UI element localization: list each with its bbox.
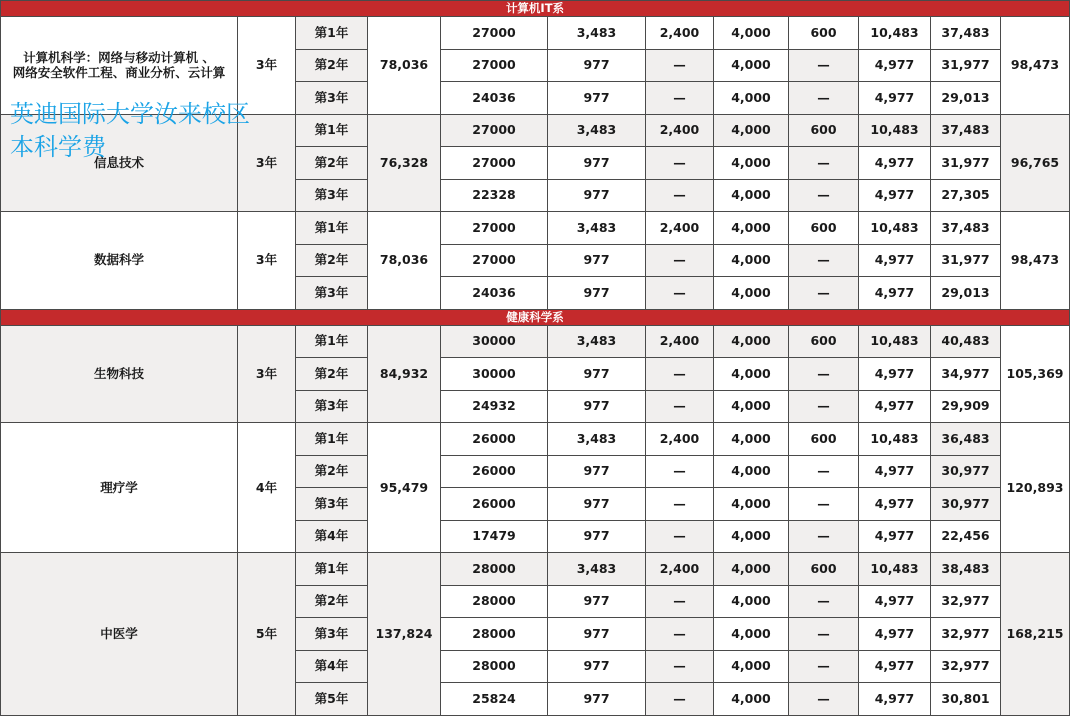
fee-cell: 3,483: [548, 423, 646, 456]
year-cell: 第4年: [296, 520, 368, 553]
duration-cell: 4年: [238, 423, 296, 553]
year-total-cell: 40,483: [931, 325, 1001, 358]
fee-cell: 977: [548, 244, 646, 277]
fee-cell: —: [646, 82, 714, 115]
fee-cell: 4,000: [714, 277, 789, 310]
fee-cell: —: [789, 277, 859, 310]
tuition-cell: 17479: [441, 520, 548, 553]
fee-cell: 3,483: [548, 17, 646, 50]
fee-cell: 4,000: [714, 423, 789, 456]
tuition-cell: 24036: [441, 82, 548, 115]
year-total-cell: 38,483: [931, 553, 1001, 586]
grand-total-cell: 98,473: [1001, 17, 1070, 115]
total-tuition-cell: 137,824: [368, 553, 441, 716]
duration-cell: 5年: [238, 553, 296, 716]
fee-cell: 4,000: [714, 82, 789, 115]
fee-cell: 4,000: [714, 455, 789, 488]
fee-cell: —: [646, 147, 714, 180]
subtotal-cell: 10,483: [859, 114, 931, 147]
tuition-cell: 24932: [441, 390, 548, 423]
fee-cell: 4,000: [714, 212, 789, 245]
fee-cell: —: [789, 618, 859, 651]
tuition-cell: 24036: [441, 277, 548, 310]
year-total-cell: 31,977: [931, 244, 1001, 277]
year-cell: 第2年: [296, 147, 368, 180]
tuition-cell: 27000: [441, 114, 548, 147]
fee-cell: 600: [789, 553, 859, 586]
major-name: 中医学: [1, 553, 238, 716]
tuition-cell: 28000: [441, 553, 548, 586]
fee-cell: 4,000: [714, 147, 789, 180]
subtotal-cell: 10,483: [859, 17, 931, 50]
tuition-cell: 27000: [441, 17, 548, 50]
fee-cell: 977: [548, 82, 646, 115]
total-tuition-cell: 84,932: [368, 325, 441, 423]
watermark-line-2: 本科学费: [10, 133, 106, 161]
year-total-cell: 36,483: [931, 423, 1001, 456]
year-total-cell: 30,977: [931, 488, 1001, 521]
year-cell: 第1年: [296, 212, 368, 245]
tuition-cell: 30000: [441, 358, 548, 391]
grand-total-cell: 120,893: [1001, 423, 1070, 553]
duration-cell: 3年: [238, 212, 296, 310]
subtotal-cell: 10,483: [859, 212, 931, 245]
fee-cell: —: [789, 49, 859, 82]
fee-cell: —: [789, 358, 859, 391]
department-title: 计算机IT系: [1, 1, 1070, 17]
tuition-cell: 26000: [441, 488, 548, 521]
year-total-cell: 22,456: [931, 520, 1001, 553]
fee-cell: 3,483: [548, 114, 646, 147]
subtotal-cell: 4,977: [859, 650, 931, 683]
year-cell: 第4年: [296, 650, 368, 683]
table-row: [1, 553, 1070, 586]
fee-cell: 977: [548, 49, 646, 82]
fee-cell: 4,000: [714, 114, 789, 147]
fee-cell: —: [646, 390, 714, 423]
year-total-cell: 29,013: [931, 82, 1001, 115]
fee-cell: 2,400: [646, 423, 714, 456]
fee-cell: —: [646, 277, 714, 310]
fee-cell: 3,483: [548, 553, 646, 586]
year-total-cell: 30,801: [931, 683, 1001, 716]
fee-cell: 600: [789, 212, 859, 245]
year-total-cell: 27,305: [931, 179, 1001, 212]
fee-cell: 3,483: [548, 325, 646, 358]
subtotal-cell: 4,977: [859, 520, 931, 553]
fee-cell: 977: [548, 488, 646, 521]
fee-cell: —: [646, 683, 714, 716]
watermark-line-1: 英迪国际大学汝来校区: [10, 100, 250, 128]
year-cell: 第1年: [296, 423, 368, 456]
fee-cell: —: [789, 683, 859, 716]
fee-cell: 4,000: [714, 650, 789, 683]
fee-cell: 4,000: [714, 585, 789, 618]
fee-cell: 4,000: [714, 520, 789, 553]
year-cell: 第3年: [296, 488, 368, 521]
fee-cell: 600: [789, 17, 859, 50]
fee-cell: 4,000: [714, 49, 789, 82]
department-row: [1, 309, 1070, 325]
tuition-cell: 25824: [441, 683, 548, 716]
fee-cell: 2,400: [646, 212, 714, 245]
fee-cell: 4,000: [714, 488, 789, 521]
fee-cell: —: [789, 520, 859, 553]
fee-cell: 4,000: [714, 244, 789, 277]
year-cell: 第2年: [296, 455, 368, 488]
tuition-cell: 27000: [441, 244, 548, 277]
total-tuition-cell: 78,036: [368, 212, 441, 310]
fee-cell: —: [789, 179, 859, 212]
year-cell: 第3年: [296, 82, 368, 115]
tuition-cell: 28000: [441, 585, 548, 618]
fee-cell: —: [789, 147, 859, 180]
year-cell: 第1年: [296, 553, 368, 586]
tuition-cell: 26000: [441, 455, 548, 488]
major-name: 信息技术: [1, 114, 238, 212]
fee-cell: 600: [789, 114, 859, 147]
tuition-cell: 22328: [441, 179, 548, 212]
year-total-cell: 37,483: [931, 114, 1001, 147]
fee-cell: —: [646, 488, 714, 521]
subtotal-cell: 4,977: [859, 49, 931, 82]
year-cell: 第5年: [296, 683, 368, 716]
year-total-cell: 29,013: [931, 277, 1001, 310]
total-tuition-cell: 95,479: [368, 423, 441, 553]
tuition-cell: 26000: [441, 423, 548, 456]
year-total-cell: 30,977: [931, 455, 1001, 488]
year-cell: 第2年: [296, 585, 368, 618]
year-cell: 第3年: [296, 618, 368, 651]
year-cell: 第2年: [296, 358, 368, 391]
table-row: [1, 17, 1070, 50]
grand-total-cell: 105,369: [1001, 325, 1070, 423]
major-name: 生物科技: [1, 325, 238, 423]
fee-cell: 4,000: [714, 325, 789, 358]
duration-cell: 3年: [238, 114, 296, 212]
grand-total-cell: 98,473: [1001, 212, 1070, 310]
year-cell: 第1年: [296, 114, 368, 147]
subtotal-cell: 10,483: [859, 553, 931, 586]
table-row: [1, 114, 1070, 147]
fee-cell: —: [789, 244, 859, 277]
department-row: [1, 1, 1070, 17]
fee-cell: 977: [548, 147, 646, 180]
subtotal-cell: 10,483: [859, 423, 931, 456]
subtotal-cell: 4,977: [859, 683, 931, 716]
fee-cell: —: [789, 455, 859, 488]
fee-cell: 977: [548, 179, 646, 212]
fee-cell: 977: [548, 683, 646, 716]
fee-cell: 4,000: [714, 618, 789, 651]
fee-cell: 977: [548, 390, 646, 423]
year-cell: 第3年: [296, 390, 368, 423]
tuition-cell: 27000: [441, 49, 548, 82]
year-total-cell: 37,483: [931, 17, 1001, 50]
fee-cell: 2,400: [646, 17, 714, 50]
total-tuition-cell: 76,328: [368, 114, 441, 212]
fee-cell: —: [646, 585, 714, 618]
subtotal-cell: 4,977: [859, 179, 931, 212]
subtotal-cell: 10,483: [859, 325, 931, 358]
fee-cell: 3,483: [548, 212, 646, 245]
major-name: 数据科学: [1, 212, 238, 310]
duration-cell: 3年: [238, 325, 296, 423]
table-row: [1, 325, 1070, 358]
subtotal-cell: 4,977: [859, 585, 931, 618]
fee-cell: —: [789, 488, 859, 521]
subtotal-cell: 4,977: [859, 455, 931, 488]
tuition-cell: 28000: [441, 618, 548, 651]
fee-cell: —: [789, 82, 859, 115]
fee-cell: 977: [548, 520, 646, 553]
tuition-cell: 27000: [441, 212, 548, 245]
year-total-cell: 31,977: [931, 49, 1001, 82]
fee-cell: 2,400: [646, 114, 714, 147]
fee-cell: —: [789, 650, 859, 683]
subtotal-cell: 4,977: [859, 244, 931, 277]
fee-cell: 4,000: [714, 683, 789, 716]
grand-total-cell: 96,765: [1001, 114, 1070, 212]
table-row: [1, 212, 1070, 245]
grand-total-cell: 168,215: [1001, 553, 1070, 716]
year-total-cell: 31,977: [931, 147, 1001, 180]
subtotal-cell: 4,977: [859, 147, 931, 180]
subtotal-cell: 4,977: [859, 82, 931, 115]
fee-cell: 977: [548, 277, 646, 310]
subtotal-cell: 4,977: [859, 618, 931, 651]
fee-cell: 600: [789, 325, 859, 358]
year-total-cell: 34,977: [931, 358, 1001, 391]
year-cell: 第2年: [296, 49, 368, 82]
fee-cell: —: [646, 49, 714, 82]
fee-cell: —: [646, 650, 714, 683]
year-cell: 第1年: [296, 17, 368, 50]
tuition-cell: 30000: [441, 325, 548, 358]
subtotal-cell: 4,977: [859, 390, 931, 423]
fee-cell: 4,000: [714, 390, 789, 423]
fee-cell: —: [646, 358, 714, 391]
fee-cell: —: [646, 455, 714, 488]
fee-cell: 977: [548, 358, 646, 391]
year-total-cell: 32,977: [931, 650, 1001, 683]
total-tuition-cell: 78,036: [368, 17, 441, 115]
year-total-cell: 32,977: [931, 618, 1001, 651]
fee-cell: 4,000: [714, 358, 789, 391]
tuition-cell: 28000: [441, 650, 548, 683]
year-total-cell: 29,909: [931, 390, 1001, 423]
fee-cell: —: [646, 618, 714, 651]
fee-cell: 977: [548, 618, 646, 651]
department-title: 健康科学系: [1, 309, 1070, 325]
fee-cell: —: [789, 390, 859, 423]
major-name: 理疗学: [1, 423, 238, 553]
fee-cell: 2,400: [646, 553, 714, 586]
subtotal-cell: 4,977: [859, 488, 931, 521]
fee-cell: 600: [789, 423, 859, 456]
year-cell: 第3年: [296, 179, 368, 212]
fee-cell: —: [646, 244, 714, 277]
year-cell: 第1年: [296, 325, 368, 358]
subtotal-cell: 4,977: [859, 277, 931, 310]
major-name: 计算机科学：网络与移动计算机 、 网络安全软件工程、商业分析、云计算: [1, 17, 238, 115]
year-total-cell: 32,977: [931, 585, 1001, 618]
fee-cell: 977: [548, 455, 646, 488]
year-cell: 第2年: [296, 244, 368, 277]
fee-cell: —: [646, 520, 714, 553]
fee-cell: 4,000: [714, 179, 789, 212]
year-cell: 第3年: [296, 277, 368, 310]
table-row: [1, 423, 1070, 456]
subtotal-cell: 4,977: [859, 358, 931, 391]
duration-cell: 3年: [238, 17, 296, 115]
fee-cell: —: [646, 179, 714, 212]
fee-cell: 4,000: [714, 553, 789, 586]
tuition-cell: 27000: [441, 147, 548, 180]
fee-cell: 4,000: [714, 17, 789, 50]
fee-cell: 977: [548, 650, 646, 683]
fee-cell: 2,400: [646, 325, 714, 358]
fee-cell: —: [789, 585, 859, 618]
year-total-cell: 37,483: [931, 212, 1001, 245]
fee-cell: 977: [548, 585, 646, 618]
